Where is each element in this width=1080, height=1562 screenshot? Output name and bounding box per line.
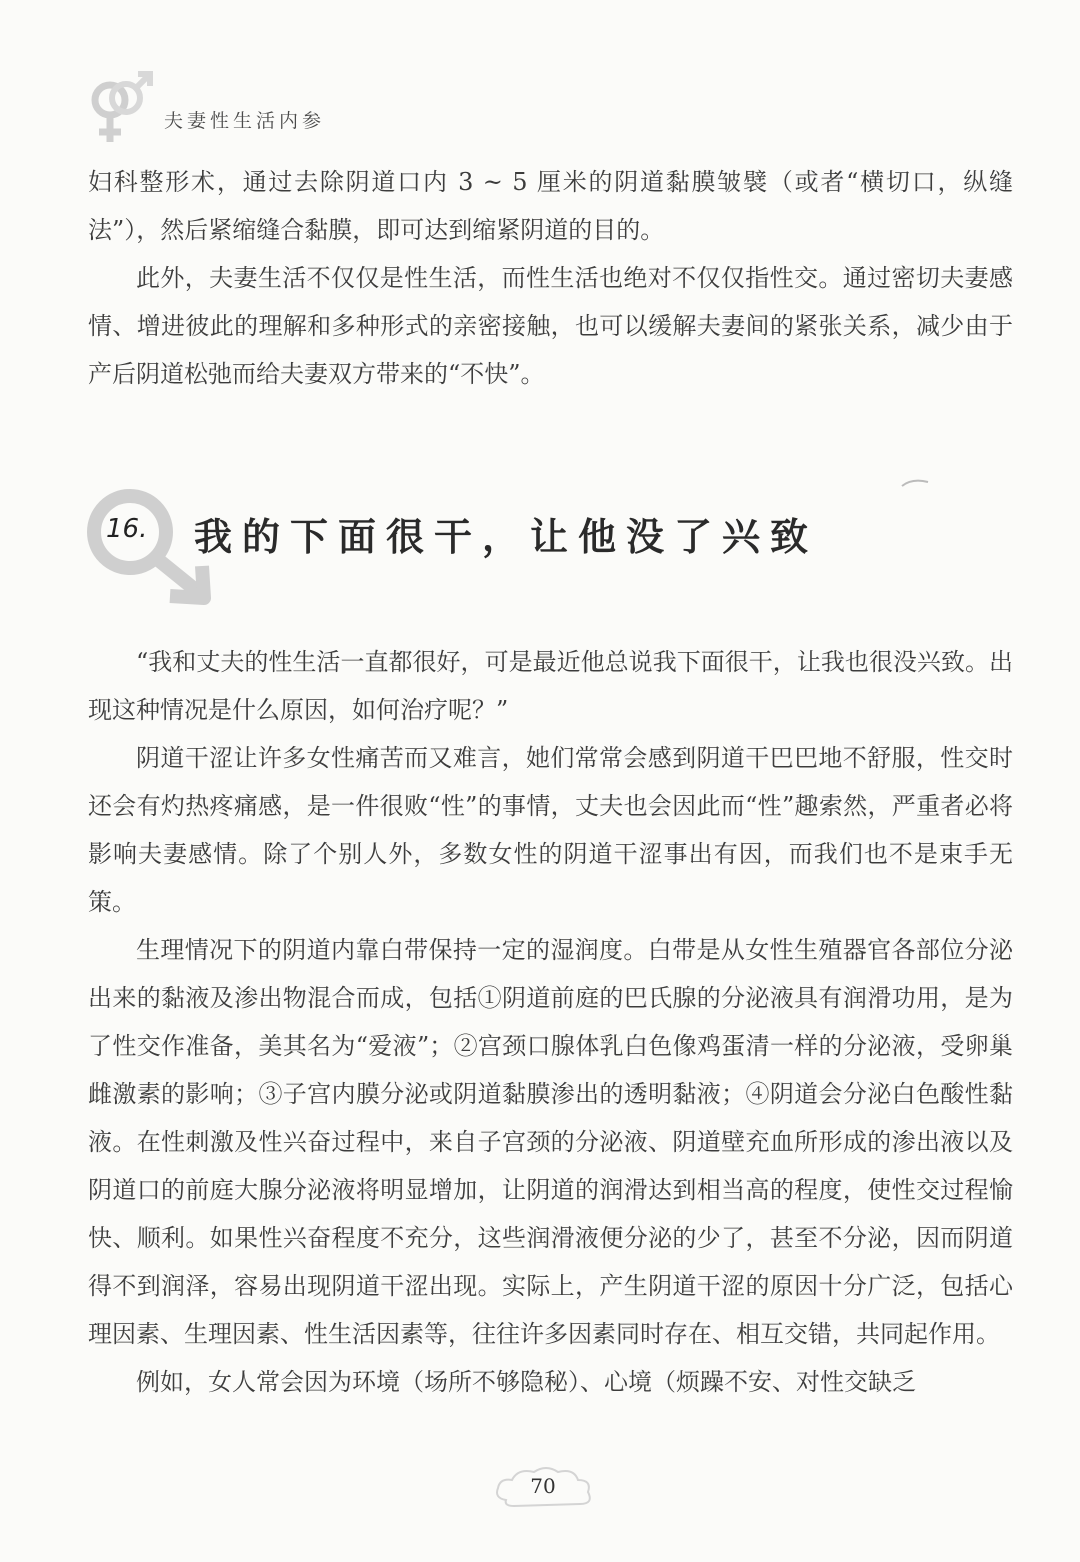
running-header bbox=[86, 70, 486, 150]
section-heading bbox=[86, 488, 846, 606]
section-title: 我的下面很干，让他没了兴致 bbox=[194, 515, 819, 559]
paragraph: 此外，夫妻生活不仅仅是性生活，而性生活也绝对不仅仅指性交。通过密切夫妻感情、增进彼此的理解和多种形式的亲密接触，也可以缓解夫妻间的紧张关系，减少由于产后阴道松弛而给夫妻双方带来的“不快”。 bbox=[88, 264, 1013, 388]
gender-symbol-icon bbox=[86, 70, 158, 148]
paragraph: 例如，女人常会因为环境（场所不够隐秘）、心境（烦躁不安、对性交缺乏 bbox=[136, 1368, 916, 1396]
section-number: 16. bbox=[106, 514, 148, 544]
paragraph: 阴道干涩让许多女性痛苦而又难言，她们常常会感到阴道干巴巴地不舒服，性交时还会有灼热疼痛感，是一件很败“性”的事情，丈夫也会因此而“性”趣索然，严重者必将影响夫妻感情。除了个别人外，多数女性的阴道干涩事出有因，而我们也不是束手无策。 bbox=[88, 744, 1013, 916]
page-footer bbox=[488, 1462, 598, 1514]
main-text bbox=[88, 638, 1013, 1406]
running-header-title: 夫妻性生活内参 bbox=[164, 110, 326, 132]
stray-mark bbox=[900, 476, 930, 490]
page-number: 70 bbox=[530, 1474, 556, 1498]
paragraph: 生理情况下的阴道内靠白带保持一定的湿润度。白带是从女性生殖器官各部位分泌出来的黏液及渗出物混合而成，包括①阴道前庭的巴氏腺的分泌液具有润滑功用，是为了性交作准备，美其名为“爱液”；②宫颈口腺体乳白色像鸡蛋清一样的分泌液，受卵巢雌激素的影响；③子宫内膜分泌或阴道黏膜渗出的透明黏液；④阴道会分泌白色酸性黏液。在性刺激及性兴奋过程中，来自子宫颈的分泌液、阴道壁充血所形成的渗出液以及阴道口的前庭大腺分泌液将明显增加，让阴道的润滑达到相当高的程度，使性交过程愉快、顺利。如果性兴奋程度不充分，这些润滑液便分泌的少了，甚至不分泌，因而阴道得不到润泽，容易出现阴道干涩出现。实际上，产生阴道干涩的原因十分广泛，包括心理因素、生理因素、性生活因素等，往往许多因素同时存在、相互交错，共同起作用。 bbox=[88, 936, 1013, 1348]
intro-text bbox=[88, 158, 1013, 398]
paragraph: 妇科整形术，通过去除阴道口内 3 ~ 5 厘米的阴道黏膜皱襞（或者“横切口，纵缝法”），然后紧缩缝合黏膜，即可达到缩紧阴道的目的。 bbox=[88, 168, 1013, 244]
paragraph: “我和丈夫的性生活一直都很好，可是最近他总说我下面很干，让我也很没兴致。出现这种情况是什么原因，如何治疗呢？” bbox=[88, 648, 1013, 724]
